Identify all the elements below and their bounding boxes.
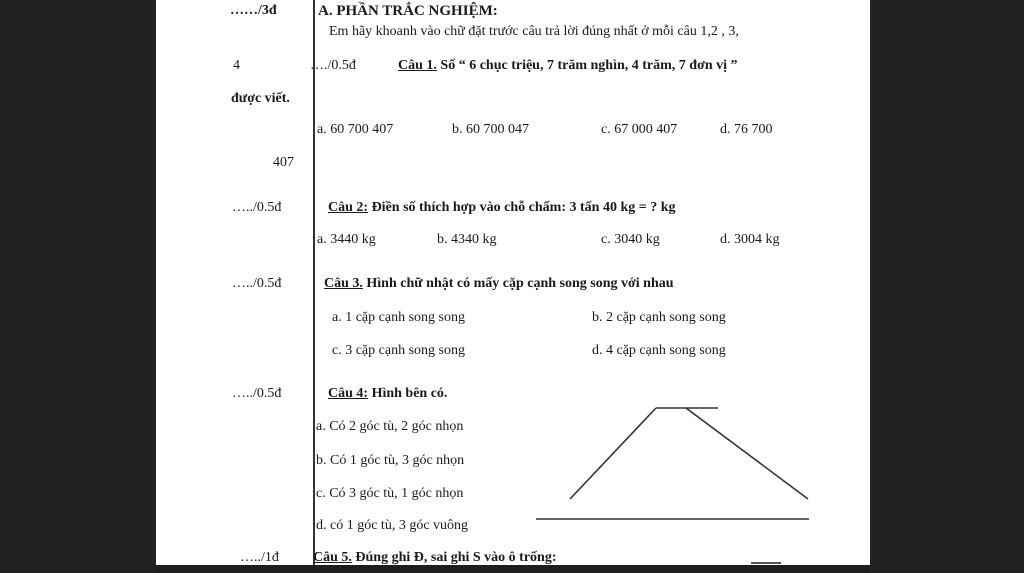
q5-text: Đúng ghi Đ, sai ghi S vào ô trống: [355,550,557,565]
q1-option-c[interactable]: c. 67 000 407 [601,122,678,137]
q5-label: Câu 5. [313,550,352,565]
page-bottom-edge [156,565,870,573]
q3-score: …../0.5đ [232,276,282,291]
q3-text: Hình chữ nhật có mấy cặp cạnh song song với nhau [366,276,674,291]
q2-option-d[interactable]: d. 3004 kg [720,232,780,247]
right-dark-margin [870,0,1024,573]
q1-option-b[interactable]: b. 60 700 047 [452,122,529,137]
worksheet-page [156,0,870,565]
q5-line [313,550,557,565]
q2-text: Điền số thích hợp vào chỗ chấm: 3 tấn 40 kg = ? kg [371,200,676,215]
q3-line [324,276,674,292]
q4-line [328,386,447,402]
instruction-cont-number: 4 [233,58,240,73]
q1-text: Số “ 6 chục triệu, 7 trăm nghìn, 4 trăm, 7 đơn vị ” [440,58,738,73]
left-dark-margin [0,0,156,573]
q3-option-a[interactable]: a. 1 cặp cạnh song song [332,310,465,325]
q4-option-b[interactable]: b. Có 1 góc tù, 3 góc nhọn [316,453,465,468]
instruction-text: Em hãy khoanh vào chữ đặt trước câu trả lời đúng nhất ở mỗi câu 1,2 , 3, [329,24,739,39]
q1-label: Câu 1. [398,58,437,73]
section-score: ……/3đ [230,3,277,18]
score-column-divider [313,0,315,565]
q2-line [328,200,676,216]
q3-option-d[interactable]: d. 4 cặp cạnh song song [592,343,726,358]
answer-box-edge [751,562,781,564]
q2-score: …../0.5đ [232,200,282,215]
q1-option-a[interactable]: a. 60 700 407 [317,122,394,137]
q5-score: …../1đ [240,550,279,565]
q1-score: …./0.5đ [310,58,356,73]
q4-label: Câu 4: [328,386,369,401]
q4-option-c[interactable]: c. Có 3 góc tù, 1 góc nhọn [316,486,464,501]
q2-option-b[interactable]: b. 4340 kg [437,232,497,247]
q3-label: Câu 3. [324,276,363,291]
instruction-cont-text: được viết. [231,91,290,106]
trapezoid-figure [531,400,821,525]
q1-option-d[interactable]: d. 76 700 [720,122,773,137]
q4-option-d[interactable]: d. có 1 góc tù, 3 góc vuông [316,518,469,533]
q2-option-a[interactable]: a. 3440 kg [317,232,376,247]
q4-score: …../0.5đ [232,386,282,401]
q4-text: Hình bên có. [371,386,448,401]
q3-option-c[interactable]: c. 3 cặp cạnh song song [332,343,465,358]
q1-line [398,58,738,74]
q4-option-a[interactable]: a. Có 2 góc tù, 2 góc nhọn [316,419,464,434]
q2-label: Câu 2: [328,200,369,215]
q3-option-b[interactable]: b. 2 cặp cạnh song song [592,310,726,325]
q1-option-d-cont: 407 [273,155,294,170]
section-title: A. PHẦN TRẮC NGHIỆM: [318,3,498,19]
q2-option-c[interactable]: c. 3040 kg [601,232,660,247]
